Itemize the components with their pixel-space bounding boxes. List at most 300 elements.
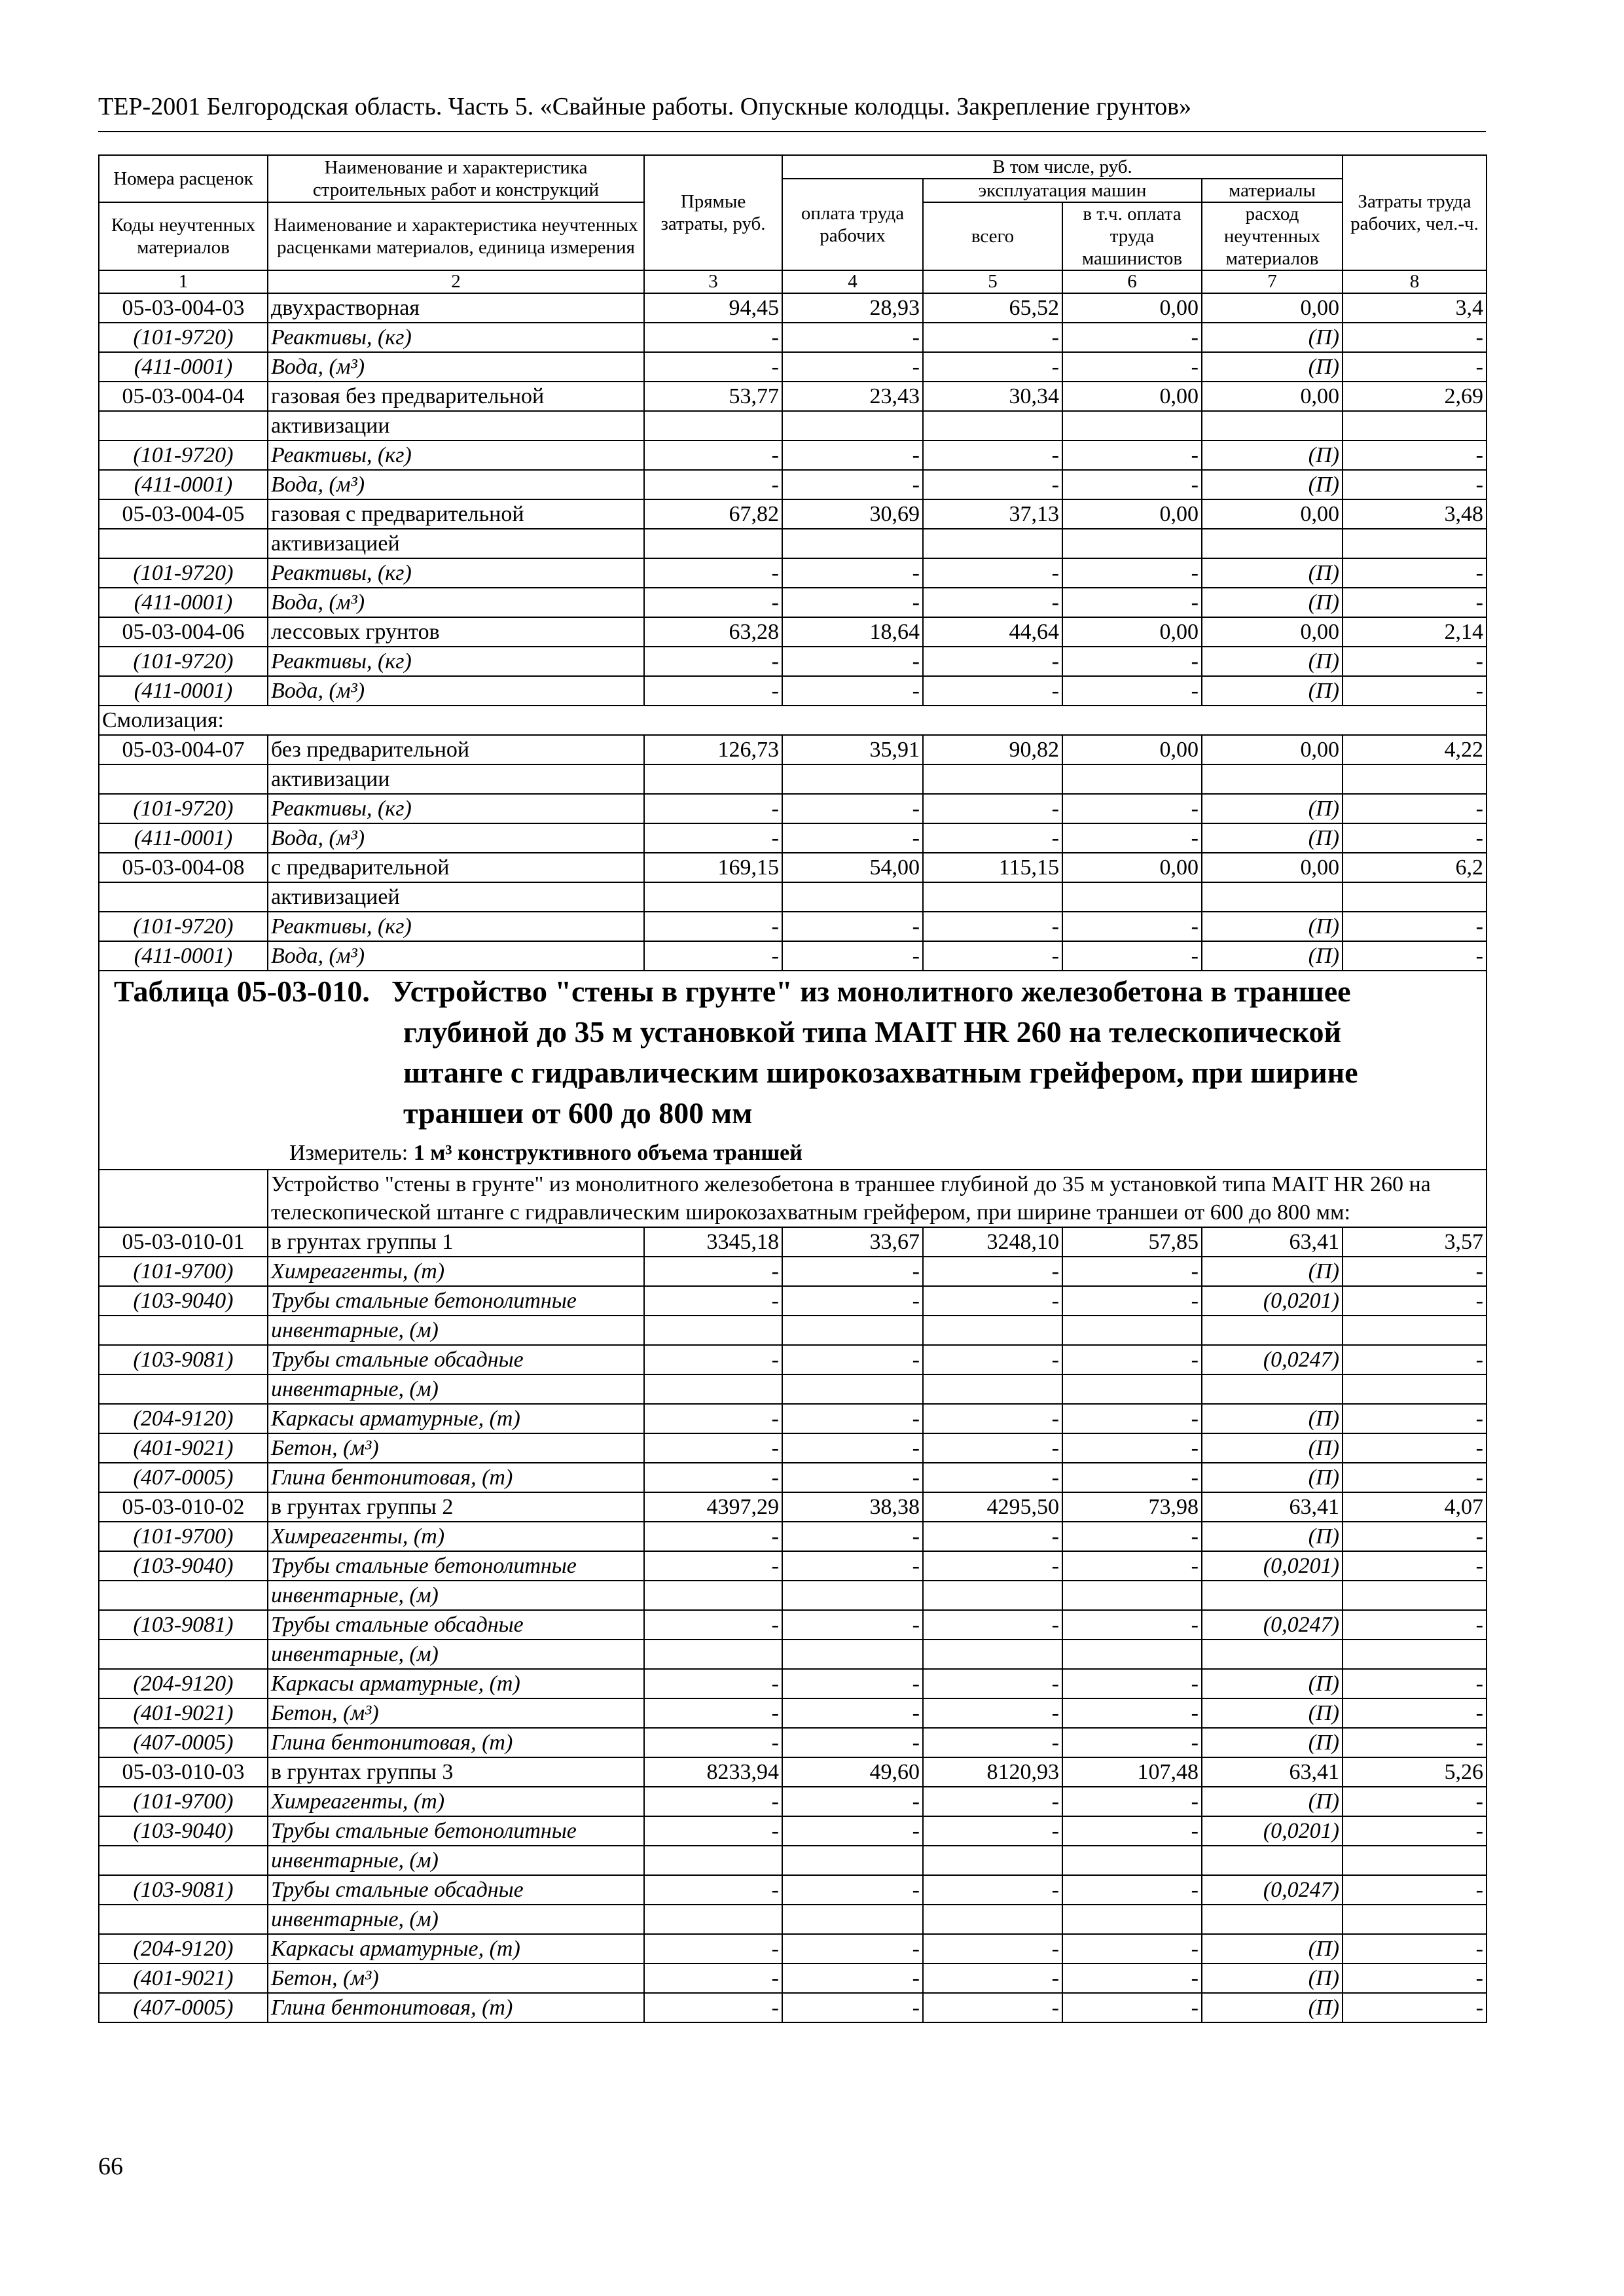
- rate-row: [99, 382, 1487, 411]
- description-row: [99, 1170, 1487, 1227]
- rate-row-continued: [99, 764, 1487, 794]
- material-value: -: [644, 352, 782, 382]
- material-value: (П): [1202, 352, 1343, 382]
- empty-cell: [782, 1846, 923, 1875]
- material-value: (П): [1202, 323, 1343, 352]
- material-name: Реактивы, (кг): [268, 794, 644, 823]
- measure-unit: [102, 1139, 1483, 1169]
- rate-value: 126,73: [644, 735, 782, 764]
- material-code: (401-9021): [99, 1698, 268, 1728]
- material-value: -: [644, 440, 782, 470]
- material-value: (П): [1202, 1698, 1343, 1728]
- material-code-empty: [99, 1640, 268, 1669]
- material-value: -: [782, 1404, 923, 1433]
- col7-header: расход неучтенных материалов: [1202, 202, 1343, 270]
- rate-value: 35,91: [782, 735, 923, 764]
- material-value: -: [1062, 1993, 1202, 2022]
- material-value: -: [1062, 1463, 1202, 1492]
- empty-cell: [923, 1640, 1062, 1669]
- material-value: -: [1062, 1610, 1202, 1640]
- material-value: -: [923, 440, 1062, 470]
- material-value: -: [782, 1433, 923, 1463]
- material-value: -: [782, 1522, 923, 1551]
- material-value: -: [923, 941, 1062, 971]
- material-name: Трубы стальные обсадные: [268, 1875, 644, 1905]
- rate-value: 67,82: [644, 499, 782, 529]
- rate-value: 57,85: [1062, 1227, 1202, 1257]
- material-value: -: [1062, 1433, 1202, 1463]
- material-value: -: [1343, 1433, 1487, 1463]
- rate-row-continued: [99, 411, 1487, 440]
- material-name-cont: инвентарные, (м): [268, 1905, 644, 1934]
- material-value: -: [1062, 1698, 1202, 1728]
- material-code: (411-0001): [99, 352, 268, 382]
- material-value: -: [1343, 1698, 1487, 1728]
- rate-code-empty: [99, 764, 268, 794]
- table-title-line: траншеи от 600 до 800 мм: [403, 1096, 753, 1130]
- material-value: (П): [1202, 1433, 1343, 1463]
- column-numbers: [99, 270, 1487, 293]
- material-name: Химреагенты, (т): [268, 1522, 644, 1551]
- rates-table: [98, 154, 1487, 2023]
- material-value: -: [1062, 1728, 1202, 1757]
- rates-part1: [99, 293, 1487, 706]
- material-row: [99, 1728, 1487, 1757]
- rate-value: 44,64: [923, 617, 1062, 647]
- material-name: Глина бентонитовая, (т): [268, 1993, 644, 2022]
- material-value: -: [1343, 470, 1487, 499]
- material-row: [99, 912, 1487, 941]
- col3-header: Прямые затраты, руб.: [644, 155, 782, 270]
- material-value: -: [1343, 676, 1487, 706]
- material-value: -: [782, 1964, 923, 1993]
- material-value: -: [1343, 1257, 1487, 1286]
- empty-cell: [1202, 1374, 1343, 1404]
- material-value: (П): [1202, 588, 1343, 617]
- material-value: -: [782, 1787, 923, 1816]
- empty-cell: [644, 1316, 782, 1345]
- rate-row: [99, 1757, 1487, 1787]
- empty-cell: [923, 1581, 1062, 1610]
- material-value: -: [1062, 1286, 1202, 1316]
- material-name: Вода, (м³): [268, 941, 644, 971]
- rate-value: 53,77: [644, 382, 782, 411]
- material-value: -: [1343, 1551, 1487, 1581]
- material-value: -: [1062, 1934, 1202, 1964]
- material-value: -: [1343, 1610, 1487, 1640]
- rate-code: 05-03-004-08: [99, 853, 268, 882]
- page-number: 66: [98, 2153, 123, 2180]
- material-value: -: [782, 1993, 923, 2022]
- empty-cell: [1343, 1316, 1487, 1345]
- rate-value: 73,98: [1062, 1492, 1202, 1522]
- empty-cell: [923, 764, 1062, 794]
- section-row: [99, 706, 1487, 735]
- material-name: Реактивы, (кг): [268, 647, 644, 676]
- material-value: -: [782, 588, 923, 617]
- material-value: -: [782, 1610, 923, 1640]
- empty-cell: [1202, 1581, 1343, 1610]
- empty-cell: [1202, 764, 1343, 794]
- material-value: -: [782, 941, 923, 971]
- material-value: -: [1343, 323, 1487, 352]
- rate-value: 2,14: [1343, 617, 1487, 647]
- material-value: -: [644, 1698, 782, 1728]
- material-value: -: [1062, 1522, 1202, 1551]
- rate-value: 0,00: [1202, 617, 1343, 647]
- rate-value: 4295,50: [923, 1492, 1062, 1522]
- header-rule: [98, 131, 1486, 132]
- empty-cell: [644, 1374, 782, 1404]
- rate-name: газовая без предварительной: [268, 382, 644, 411]
- empty-cell: [782, 1374, 923, 1404]
- material-code-empty: [99, 1581, 268, 1610]
- empty-cell: [1062, 529, 1202, 558]
- table-title-line: глубиной до 35 м установкой типа MAIT HR 260 на телескопической: [403, 1015, 1341, 1049]
- empty-cell: [782, 529, 923, 558]
- material-name: Глина бентонитовая, (т): [268, 1728, 644, 1757]
- empty-cell: [1343, 411, 1487, 440]
- material-value: -: [1343, 1669, 1487, 1698]
- material-value: (П): [1202, 941, 1343, 971]
- group-header: В том числе, руб.: [782, 155, 1343, 179]
- rate-value: 18,64: [782, 617, 923, 647]
- material-value: -: [782, 440, 923, 470]
- empty-cell: [1202, 1905, 1343, 1934]
- col2-header-top: Наименование и характеристика строительных работ и конструкций: [268, 155, 644, 202]
- rate-value: 65,52: [923, 293, 1062, 323]
- material-name: Трубы стальные бетонолитные: [268, 1286, 644, 1316]
- material-value: -: [1062, 323, 1202, 352]
- rate-row: [99, 1492, 1487, 1522]
- material-row: [99, 1993, 1487, 2022]
- material-value: -: [1062, 1551, 1202, 1581]
- material-value: (П): [1202, 440, 1343, 470]
- rate-value: 0,00: [1202, 735, 1343, 764]
- col-number: 4: [782, 270, 923, 293]
- empty-cell: [782, 411, 923, 440]
- empty-cell: [782, 1640, 923, 1669]
- material-code: (401-9021): [99, 1964, 268, 1993]
- material-row: [99, 470, 1487, 499]
- material-value: -: [923, 1964, 1062, 1993]
- rate-name-cont: активизации: [268, 764, 644, 794]
- material-code: (103-9040): [99, 1816, 268, 1846]
- material-row: [99, 1551, 1487, 1581]
- col-number: 5: [923, 270, 1062, 293]
- material-value: (П): [1202, 1728, 1343, 1757]
- material-code: (101-9720): [99, 323, 268, 352]
- material-value: (П): [1202, 558, 1343, 588]
- material-code: (101-9720): [99, 440, 268, 470]
- empty-cell: [1343, 882, 1487, 912]
- rate-value: 0,00: [1202, 499, 1343, 529]
- material-name: Вода, (м³): [268, 676, 644, 706]
- material-value: -: [923, 588, 1062, 617]
- material-value: -: [782, 1286, 923, 1316]
- material-value: -: [1062, 470, 1202, 499]
- material-row: [99, 823, 1487, 853]
- empty-cell: [923, 1846, 1062, 1875]
- material-value: -: [782, 794, 923, 823]
- material-name: Реактивы, (кг): [268, 323, 644, 352]
- material-value: (П): [1202, 1404, 1343, 1433]
- rate-value: 28,93: [782, 293, 923, 323]
- material-value: -: [1343, 1816, 1487, 1846]
- material-row-continued: [99, 1640, 1487, 1669]
- material-code: (101-9700): [99, 1257, 268, 1286]
- material-code: (101-9720): [99, 558, 268, 588]
- material-value: -: [644, 1934, 782, 1964]
- material-name: Трубы стальные бетонолитные: [268, 1551, 644, 1581]
- material-name: Реактивы, (кг): [268, 440, 644, 470]
- material-value: -: [644, 794, 782, 823]
- material-value: -: [1343, 588, 1487, 617]
- rate-code: 05-03-010-03: [99, 1757, 268, 1787]
- material-row: [99, 558, 1487, 588]
- rate-value: 0,00: [1202, 382, 1343, 411]
- material-value: -: [1343, 1522, 1487, 1551]
- col5-header: всего: [923, 202, 1062, 270]
- rate-code-empty: [99, 529, 268, 558]
- rate-value: 3,48: [1343, 499, 1487, 529]
- rate-code: 05-03-004-07: [99, 735, 268, 764]
- rate-value: 90,82: [923, 735, 1062, 764]
- material-code: (411-0001): [99, 941, 268, 971]
- material-name: Трубы стальные бетонолитные: [268, 1816, 644, 1846]
- rate-value: 169,15: [644, 853, 782, 882]
- material-value: (П): [1202, 1522, 1343, 1551]
- material-name: Химреагенты, (т): [268, 1787, 644, 1816]
- material-row: [99, 1934, 1487, 1964]
- rate-row: [99, 293, 1487, 323]
- rate-value: 37,13: [923, 499, 1062, 529]
- material-value: -: [782, 676, 923, 706]
- empty-cell: [1202, 1640, 1343, 1669]
- section-heading: Смолизация:: [99, 706, 1487, 735]
- empty-cell: [1202, 882, 1343, 912]
- material-value: -: [644, 1728, 782, 1757]
- material-value: -: [782, 1728, 923, 1757]
- material-value: -: [1062, 588, 1202, 617]
- material-name-cont: инвентарные, (м): [268, 1316, 644, 1345]
- material-code: (103-9040): [99, 1286, 268, 1316]
- empty-cell: [782, 882, 923, 912]
- material-value: (П): [1202, 647, 1343, 676]
- material-row: [99, 1433, 1487, 1463]
- material-value: (П): [1202, 1257, 1343, 1286]
- empty-cell: [923, 1316, 1062, 1345]
- empty-cell: [644, 411, 782, 440]
- material-row: [99, 323, 1487, 352]
- empty-cell: [644, 1905, 782, 1934]
- material-row-continued: [99, 1846, 1487, 1875]
- material-value: -: [644, 1993, 782, 2022]
- material-row: [99, 794, 1487, 823]
- material-value: -: [644, 588, 782, 617]
- material-value: -: [1343, 1934, 1487, 1964]
- material-row-continued: [99, 1581, 1487, 1610]
- material-value: -: [1343, 1964, 1487, 1993]
- empty-cell: [1062, 1905, 1202, 1934]
- material-value: -: [923, 1728, 1062, 1757]
- table-title-line: штанге с гидравлическим широкозахватным грейфером, при ширине: [403, 1056, 1358, 1089]
- rate-row: [99, 853, 1487, 882]
- material-value: -: [782, 1816, 923, 1846]
- material-code: (103-9081): [99, 1610, 268, 1640]
- rate-value: 63,41: [1202, 1757, 1343, 1787]
- empty-cell: [1062, 1846, 1202, 1875]
- material-value: -: [1343, 1286, 1487, 1316]
- material-name-cont: инвентарные, (м): [268, 1640, 644, 1669]
- material-code: (407-0005): [99, 1463, 268, 1492]
- rate-value: 0,00: [1202, 853, 1343, 882]
- measure-value: 1 м³ конструктивного объема траншей: [413, 1141, 803, 1165]
- material-value: -: [1062, 912, 1202, 941]
- material-value: (П): [1202, 1934, 1343, 1964]
- rate-value: 23,43: [782, 382, 923, 411]
- material-code: (204-9120): [99, 1669, 268, 1698]
- rate-row-continued: [99, 882, 1487, 912]
- material-value: -: [1343, 647, 1487, 676]
- material-code: (101-9720): [99, 912, 268, 941]
- rate-value: 94,45: [644, 293, 782, 323]
- material-code-empty: [99, 1905, 268, 1934]
- material-value: -: [923, 470, 1062, 499]
- col2-header-bottom: Наименование и характеристика неучтенных расценками материалов, единица измерения: [268, 202, 644, 270]
- material-value: (0,0247): [1202, 1345, 1343, 1374]
- material-value: -: [1062, 823, 1202, 853]
- rate-name: лессовых грунтов: [268, 617, 644, 647]
- empty-cell: [1062, 764, 1202, 794]
- empty-cell: [923, 882, 1062, 912]
- material-value: -: [923, 1463, 1062, 1492]
- empty-cell: [1202, 529, 1343, 558]
- material-value: (П): [1202, 1993, 1343, 2022]
- rate-name: в грунтах группы 3: [268, 1757, 644, 1787]
- empty-cell: [1062, 1316, 1202, 1345]
- empty-cell: [1343, 1905, 1487, 1934]
- material-row-continued: [99, 1905, 1487, 1934]
- material-value: (П): [1202, 1787, 1343, 1816]
- material-value: -: [782, 1934, 923, 1964]
- material-value: -: [1343, 558, 1487, 588]
- material-row: [99, 1816, 1487, 1846]
- col-number: 6: [1062, 270, 1202, 293]
- material-value: -: [644, 912, 782, 941]
- material-row: [99, 440, 1487, 470]
- material-value: -: [782, 1698, 923, 1728]
- material-code: (103-9081): [99, 1875, 268, 1905]
- empty-cell: [1062, 411, 1202, 440]
- empty-cell: [1062, 1581, 1202, 1610]
- machines-header: эксплуатация машин: [923, 179, 1202, 202]
- material-value: -: [1343, 823, 1487, 853]
- material-value: (П): [1202, 470, 1343, 499]
- material-value: -: [923, 1993, 1062, 2022]
- col4-header: оплата труда рабочих: [782, 179, 923, 270]
- material-value: -: [923, 1404, 1062, 1433]
- material-value: -: [644, 1286, 782, 1316]
- material-value: -: [644, 323, 782, 352]
- material-value: -: [923, 1787, 1062, 1816]
- material-name: Каркасы арматурные, (т): [268, 1669, 644, 1698]
- material-row-continued: [99, 1374, 1487, 1404]
- material-code: (204-9120): [99, 1934, 268, 1964]
- material-value: (0,0247): [1202, 1610, 1343, 1640]
- rate-code: 05-03-004-05: [99, 499, 268, 529]
- rate-value: 3,57: [1343, 1227, 1487, 1257]
- material-name: Бетон, (м³): [268, 1964, 644, 1993]
- material-value: -: [644, 1787, 782, 1816]
- material-code: (103-9040): [99, 1551, 268, 1581]
- material-code: (407-0005): [99, 1993, 268, 2022]
- material-value: -: [644, 1816, 782, 1846]
- material-code: (101-9720): [99, 794, 268, 823]
- material-value: -: [1343, 1787, 1487, 1816]
- material-code: (411-0001): [99, 588, 268, 617]
- col6-header: в т.ч. оплата труда машинистов: [1062, 202, 1202, 270]
- material-value: -: [644, 1610, 782, 1640]
- material-value: -: [1343, 1875, 1487, 1905]
- material-value: -: [644, 558, 782, 588]
- rate-code-empty: [99, 882, 268, 912]
- material-value: -: [923, 1816, 1062, 1846]
- material-value: -: [782, 1257, 923, 1286]
- rate-code-empty: [99, 411, 268, 440]
- empty-cell: [644, 764, 782, 794]
- material-row: [99, 1964, 1487, 1993]
- material-value: -: [923, 1522, 1062, 1551]
- rate-value: 0,00: [1062, 382, 1202, 411]
- rate-name-cont: активизации: [268, 411, 644, 440]
- material-value: -: [1343, 912, 1487, 941]
- material-value: -: [782, 1345, 923, 1374]
- material-value: -: [1062, 1964, 1202, 1993]
- material-value: -: [644, 1669, 782, 1698]
- material-value: -: [1062, 558, 1202, 588]
- material-value: -: [1343, 1993, 1487, 2022]
- empty-cell: [1343, 764, 1487, 794]
- material-value: -: [1062, 1669, 1202, 1698]
- rate-code: 05-03-004-04: [99, 382, 268, 411]
- empty-cell: [644, 1640, 782, 1669]
- material-name: Трубы стальные обсадные: [268, 1610, 644, 1640]
- material-value: -: [644, 676, 782, 706]
- material-value: -: [1062, 1875, 1202, 1905]
- rate-value: 0,00: [1062, 293, 1202, 323]
- material-value: -: [923, 647, 1062, 676]
- material-row: [99, 588, 1487, 617]
- material-code: (103-9081): [99, 1345, 268, 1374]
- rate-value: 54,00: [782, 853, 923, 882]
- col-number: 2: [268, 270, 644, 293]
- rate-name: без предварительной: [268, 735, 644, 764]
- material-value: -: [1062, 647, 1202, 676]
- material-row: [99, 352, 1487, 382]
- material-value: -: [923, 1934, 1062, 1964]
- rate-value: 4,07: [1343, 1492, 1487, 1522]
- material-value: -: [923, 1286, 1062, 1316]
- material-row: [99, 1404, 1487, 1433]
- material-value: -: [1343, 941, 1487, 971]
- material-value: -: [1343, 1728, 1487, 1757]
- material-code: (101-9700): [99, 1522, 268, 1551]
- rate-value: 2,69: [1343, 382, 1487, 411]
- material-value: -: [923, 676, 1062, 706]
- material-value: (П): [1202, 912, 1343, 941]
- material-row: [99, 676, 1487, 706]
